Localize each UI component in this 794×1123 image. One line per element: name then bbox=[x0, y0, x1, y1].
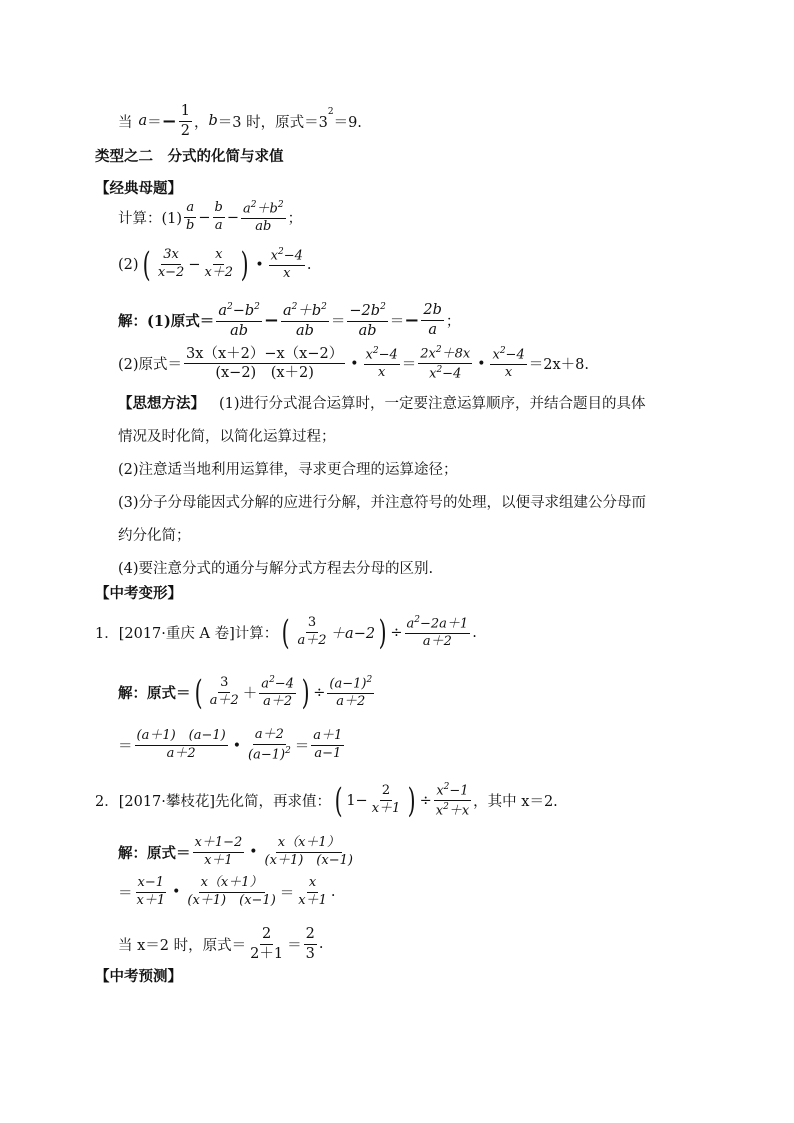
fraction bbox=[281, 302, 329, 339]
num bbox=[216, 302, 262, 322]
method-line-3: (2)注意适当地利用运算律，寻求更合理的运算途径； bbox=[118, 462, 458, 478]
num bbox=[418, 345, 472, 364]
fraction bbox=[248, 926, 285, 962]
text: . bbox=[330, 884, 336, 901]
text: 计算：(1) bbox=[118, 211, 183, 228]
t: x bbox=[435, 803, 444, 819]
text: 解：(1)原式＝ bbox=[118, 313, 215, 331]
dot: • bbox=[232, 737, 241, 754]
den: ab bbox=[230, 322, 249, 339]
sup: 2 bbox=[499, 346, 506, 357]
text: ； bbox=[445, 314, 461, 331]
text: ＋a−2 bbox=[330, 626, 376, 643]
plus: ＋ bbox=[242, 686, 258, 703]
den bbox=[427, 364, 463, 382]
method-line-4: (3)分子分母能因式分解的应进行分解，并注意符号的处理，以便寻求组建公分母而 bbox=[118, 495, 647, 511]
fraction bbox=[263, 836, 355, 869]
t: x bbox=[436, 783, 444, 799]
t: −4 bbox=[378, 347, 398, 363]
t: (a−1) bbox=[329, 676, 367, 692]
t: x bbox=[270, 248, 278, 264]
den bbox=[434, 801, 471, 819]
sup: 2 bbox=[380, 302, 386, 312]
answer-2-cont bbox=[118, 876, 335, 909]
den: x bbox=[504, 365, 513, 381]
num bbox=[405, 615, 471, 634]
fraction bbox=[490, 346, 526, 381]
fraction bbox=[421, 302, 444, 338]
sup: 2 bbox=[366, 675, 373, 685]
den: x＋1 bbox=[204, 852, 233, 868]
fraction bbox=[296, 876, 329, 909]
num: x bbox=[213, 248, 224, 265]
num: a bbox=[184, 201, 196, 218]
minus-sign: − bbox=[161, 110, 177, 132]
right-paren: ) bbox=[240, 244, 249, 285]
text: (2)原式＝ bbox=[118, 357, 183, 374]
sup: 2 bbox=[443, 782, 450, 792]
fraction bbox=[364, 346, 400, 381]
den bbox=[246, 745, 293, 763]
fraction bbox=[216, 302, 262, 339]
eq: ＝ bbox=[389, 314, 405, 331]
den: a＋2 bbox=[209, 693, 239, 709]
fraction bbox=[135, 729, 228, 762]
method-line-2: 情况及时化简，以简化运算过程； bbox=[118, 429, 336, 445]
num bbox=[269, 247, 305, 266]
t: ＋b bbox=[256, 201, 278, 217]
eq: ＝ bbox=[294, 739, 310, 756]
var-b: b bbox=[208, 113, 218, 130]
solution-1 bbox=[118, 302, 460, 339]
predict-heading: 【中考预测】 bbox=[95, 969, 182, 985]
sup: 2 bbox=[414, 615, 420, 625]
text: . bbox=[472, 624, 477, 641]
answer-1-cont bbox=[118, 728, 346, 763]
right-paren: ) bbox=[301, 672, 310, 713]
fraction bbox=[213, 201, 225, 234]
left-paren: ( bbox=[142, 244, 151, 285]
num bbox=[241, 200, 286, 219]
num: 3 bbox=[218, 676, 230, 693]
variant-heading: 【中考变形】 bbox=[95, 586, 182, 602]
minus: − bbox=[188, 256, 201, 273]
den: x＋2 bbox=[204, 265, 234, 281]
den: a＋2 bbox=[166, 746, 196, 762]
t: a bbox=[243, 201, 251, 217]
t: ＋x bbox=[448, 803, 470, 819]
minus: − bbox=[226, 209, 240, 226]
den: (x−2) (x＋2) bbox=[215, 365, 314, 382]
t: −4 bbox=[505, 347, 525, 363]
sup: 2 bbox=[443, 802, 449, 813]
text: . bbox=[318, 936, 324, 953]
classic-problem-heading: 【经典母题】 bbox=[95, 181, 182, 197]
num bbox=[347, 302, 387, 322]
solution-2 bbox=[118, 345, 589, 383]
method-line-1 bbox=[118, 392, 646, 413]
text: 1．[2017·重庆 A 卷]计算： bbox=[95, 626, 279, 643]
fraction bbox=[327, 675, 374, 710]
den: ab bbox=[255, 219, 272, 235]
text: 当 bbox=[118, 114, 133, 131]
den: x−2 bbox=[157, 265, 185, 281]
t: a bbox=[282, 302, 292, 319]
minus: − bbox=[404, 310, 420, 332]
text: 1− bbox=[346, 792, 368, 809]
num bbox=[490, 346, 526, 365]
calc-part-1 bbox=[118, 200, 302, 235]
den: x bbox=[283, 266, 291, 282]
eq: ＝ bbox=[118, 739, 133, 756]
fraction bbox=[241, 200, 286, 235]
fraction bbox=[304, 926, 317, 962]
num: 2 bbox=[304, 926, 317, 945]
t: (a−1) bbox=[248, 747, 286, 763]
sup: 2 bbox=[321, 302, 327, 312]
dot: • bbox=[477, 355, 486, 372]
dot: • bbox=[350, 355, 359, 372]
fraction bbox=[405, 615, 471, 650]
t: −4 bbox=[442, 366, 462, 382]
den: b bbox=[186, 218, 195, 234]
fraction bbox=[193, 836, 245, 869]
den: a＋2 bbox=[422, 634, 452, 650]
den: x＋1 bbox=[136, 892, 166, 908]
fraction bbox=[259, 675, 296, 710]
den: ab bbox=[295, 322, 314, 339]
num: x＋1−2 bbox=[193, 836, 245, 853]
num bbox=[281, 302, 329, 322]
method-heading: 【思想方法】 bbox=[118, 396, 205, 412]
answer-2 bbox=[118, 836, 357, 869]
text: 2．[2017·攀枝花]先化简，再求值： bbox=[95, 794, 332, 811]
fraction bbox=[311, 729, 344, 762]
sup: 2 bbox=[436, 365, 443, 376]
dot: • bbox=[255, 256, 264, 273]
num: 2 bbox=[260, 926, 273, 945]
den: a＋2 bbox=[297, 633, 327, 649]
fraction bbox=[269, 247, 305, 282]
calc-part-2 bbox=[118, 244, 312, 285]
left-paren: ( bbox=[281, 612, 290, 653]
text: (1)进行分式混合运算时，一定要注意运算顺序，并结合题目的具体 bbox=[219, 396, 646, 412]
answer-2-final bbox=[118, 926, 323, 962]
left-paren: ( bbox=[334, 780, 343, 821]
num: 2 bbox=[380, 784, 392, 801]
eq: ＝ bbox=[401, 357, 417, 374]
text: 当 x＝2 时，原式＝ bbox=[118, 937, 247, 954]
t: −b bbox=[232, 302, 255, 319]
fraction bbox=[135, 876, 168, 909]
sup: 2 bbox=[250, 200, 257, 210]
left-paren: ( bbox=[194, 672, 203, 713]
num: x−1 bbox=[136, 876, 167, 893]
fraction bbox=[184, 201, 196, 234]
fraction bbox=[434, 782, 471, 820]
t: a bbox=[261, 676, 270, 692]
minus: − bbox=[198, 209, 211, 226]
text: ＝2x＋8. bbox=[528, 357, 589, 374]
num: x（x＋1） bbox=[199, 876, 265, 893]
sup: 2 bbox=[285, 745, 291, 756]
den: x＋1 bbox=[298, 892, 327, 908]
sup: 2 bbox=[269, 675, 275, 685]
den: ab bbox=[358, 322, 377, 339]
question-2 bbox=[95, 782, 558, 820]
sup: 2 bbox=[435, 345, 442, 355]
eq: ＝ bbox=[279, 885, 295, 902]
den: 2＋1 bbox=[250, 945, 284, 962]
den: a bbox=[428, 322, 437, 339]
text: ＝3 时，原式＝3 bbox=[217, 114, 328, 131]
text: ＝9. bbox=[333, 114, 362, 131]
t: −1 bbox=[449, 783, 469, 799]
right-paren: ) bbox=[407, 780, 416, 821]
divide: ÷ bbox=[390, 624, 403, 641]
sup: 2 bbox=[277, 200, 284, 210]
numerator: 1 bbox=[179, 103, 192, 122]
t: x bbox=[492, 347, 500, 363]
t: ＋8x bbox=[441, 346, 471, 362]
t: x bbox=[365, 347, 373, 363]
num: b bbox=[213, 201, 225, 218]
fraction bbox=[156, 248, 187, 281]
sup: 2 bbox=[254, 302, 260, 312]
den: (x＋1) (x−1) bbox=[187, 892, 276, 908]
num: 3x bbox=[161, 248, 181, 265]
den: x＋1 bbox=[371, 801, 401, 817]
t: −4 bbox=[274, 676, 294, 692]
exponent: 2 bbox=[327, 107, 334, 117]
fraction bbox=[370, 784, 403, 817]
den: (x＋1) (x−1) bbox=[264, 852, 353, 868]
question-1 bbox=[95, 612, 477, 653]
fraction-half bbox=[179, 103, 192, 139]
eq: ＝ bbox=[287, 937, 302, 954]
minus: − bbox=[263, 310, 279, 332]
text: (2) bbox=[118, 256, 139, 273]
num: x bbox=[307, 876, 318, 893]
text: 解：原式＝ bbox=[118, 685, 191, 703]
num bbox=[327, 675, 374, 694]
text: 解：原式＝ bbox=[118, 844, 191, 862]
dot: • bbox=[249, 844, 258, 861]
fraction bbox=[347, 302, 387, 339]
den: a−1 bbox=[314, 746, 342, 762]
fraction bbox=[184, 346, 345, 382]
num bbox=[259, 675, 296, 694]
sup: 2 bbox=[372, 346, 379, 357]
fraction bbox=[185, 876, 277, 909]
text: . bbox=[306, 256, 312, 273]
sup: 2 bbox=[277, 247, 284, 257]
answer-1 bbox=[118, 672, 376, 713]
num: a＋1 bbox=[311, 729, 344, 746]
method-line-6: (4)要注意分式的通分与解分式方程去分母的区别. bbox=[118, 561, 434, 577]
num: 2b bbox=[421, 302, 444, 321]
den: a＋2 bbox=[263, 694, 293, 710]
num: (a＋1) (a−1) bbox=[135, 729, 228, 746]
fraction bbox=[296, 616, 329, 649]
method-line-5: 约分化简； bbox=[118, 528, 191, 544]
num: x（x＋1） bbox=[276, 836, 342, 853]
divide: ÷ bbox=[419, 792, 432, 809]
fraction bbox=[246, 728, 293, 763]
section-type-2: 类型之二 分式的化简与求值 bbox=[95, 149, 284, 165]
t: a bbox=[406, 616, 415, 632]
t: −2b bbox=[349, 302, 381, 319]
fraction bbox=[208, 676, 241, 709]
num: 3 bbox=[306, 616, 318, 633]
t: −4 bbox=[283, 248, 303, 264]
t: x bbox=[429, 366, 437, 382]
t: a bbox=[218, 302, 227, 319]
t: 2x bbox=[420, 346, 436, 362]
sup: 2 bbox=[226, 302, 233, 312]
text: ， bbox=[193, 114, 209, 131]
dot: • bbox=[172, 884, 181, 901]
right-paren: ) bbox=[378, 612, 387, 653]
den: a bbox=[214, 218, 223, 234]
den: a＋2 bbox=[336, 694, 366, 710]
divide: ÷ bbox=[313, 684, 326, 701]
text: ＝ bbox=[147, 114, 162, 131]
eq: ＝ bbox=[330, 314, 346, 331]
text: ，其中 x＝2. bbox=[473, 794, 558, 811]
num: 3x（x＋2）−x（x−2） bbox=[184, 346, 345, 365]
eq: ＝ bbox=[118, 885, 133, 902]
num: a＋2 bbox=[253, 728, 286, 745]
num bbox=[434, 782, 470, 801]
var-a: a bbox=[138, 113, 148, 130]
line-value-a bbox=[118, 103, 362, 139]
fraction bbox=[418, 345, 472, 383]
t: ＋b bbox=[297, 302, 322, 319]
text: ； bbox=[287, 211, 303, 228]
denominator: 2 bbox=[180, 122, 190, 139]
den: x bbox=[377, 365, 386, 381]
sup: 2 bbox=[291, 302, 298, 312]
t: −2a＋1 bbox=[420, 616, 469, 632]
num bbox=[364, 346, 400, 365]
fraction bbox=[202, 248, 235, 281]
den: 3 bbox=[305, 945, 315, 962]
